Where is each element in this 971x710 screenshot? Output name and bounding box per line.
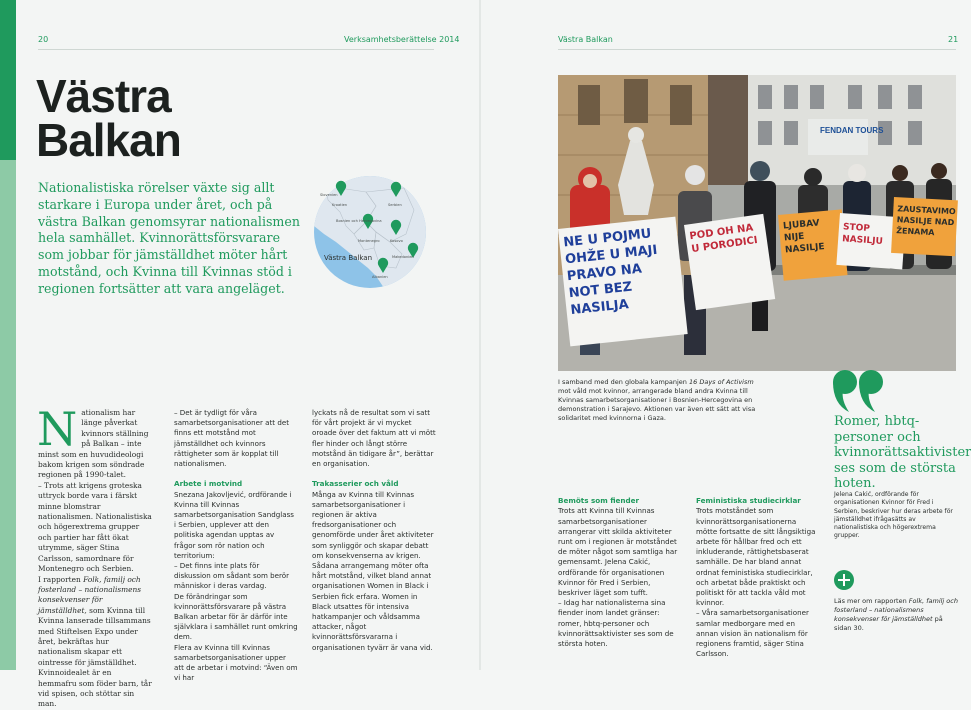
protest-sign: ZAUSTAVIMO NASILJE NAD ŽENAMA (896, 204, 956, 238)
running-section-title: Västra Balkan (558, 35, 613, 44)
page-title-line1: Västra (36, 70, 171, 122)
protest-sign: LJUBAV NIJE NASILJE (782, 218, 825, 256)
paragraph: – Idag har nationalisterna sina fiender inom landet gränser: romer, hbtq-personer och kvinnorättsaktivister ses som de största hoten. (558, 598, 674, 649)
section-color-band-light (0, 160, 16, 670)
body-column-1 (37, 402, 152, 710)
campaign-name: 16 Days of Activism (689, 378, 754, 386)
header-rule-right (558, 49, 956, 50)
paragraph: Snezana Jakovljević, ordförande i Kvinna till Kvinnas samarbetsorganisation Sandglass i Serbien, upplever att den politiska agendan upptas av frågor som rör nation och territorium: (174, 489, 294, 560)
section-color-band (0, 0, 16, 160)
map-country-label: Kosovo (390, 239, 403, 243)
photo-caption: I samband med den globala kampanjen 16 Days of Activism mot våld mot kvinnor, arrangerade bland andra Kvinna till Kvinnas samarbetsorganisationer i Bosnien-Hercegovina en demonstration i Sarajevo. Aktionen var även ett sätt att visa solidaritet med kvinnorna i Gaza. (558, 378, 756, 422)
map-country-label: Albanien (372, 275, 388, 279)
paragraph: – Våra samarbetsorganisationer samlar medborgare med en annan vision än nationalism för regionens framtid, säger Stina Carlsson. (696, 608, 809, 659)
header-rule-left (38, 49, 434, 50)
right-page-number: 21 (948, 35, 959, 44)
paragraph: lyckats nå de resultat som vi satt för vårt projekt är vi mycket oroade över det faktum att vi mött fler hinder och långt större motstånd än tidigare år”, berättar en organisation. (312, 408, 436, 469)
pull-quote: Romer, hbtq-personer och kvinnorättsaktivister ses som de största hoten. (834, 414, 971, 492)
map-country-label: Serbien (388, 203, 402, 207)
left-page-number: 20 (38, 35, 49, 44)
paragraph: Trots motståndet som kvinnorättsorganisationerna mötte fortsatte de sitt långsiktiga arbete för hållbar fred och ett inkluderande, rättighetsbaserat samhälle. De har bland annat ordnat feministiska studiecirklar, och arbetat både praktiskt och politiskt för att tackla våld mot kvinnor. (696, 506, 816, 608)
page-spine (479, 0, 481, 670)
protest-sign: STOP NASILJU (841, 222, 884, 248)
paragraph: – Det finns inte plats för diskussion om sådant som berör människor i deras vardag. (174, 561, 290, 591)
report-title: Folk, familj och fosterland – nationalismens konsekvenser för jämställdhet, (38, 574, 142, 615)
subheading: Bemöts som fiender (558, 496, 640, 505)
paragraph: – Det är tydligt för våra samarbetsorganisationer att det finns ett motstånd mot jämställdhet och kvinnors rättigheter som är kopplat till nationalismen. (174, 408, 289, 469)
map-country-label: Bosnien och Hercegovina (336, 219, 382, 223)
paragraph: Många av Kvinna till Kvinnas samarbetsorganisationer i regionen är aktiva fredsorganisationer och genomförde under året aktiviteter som synliggör och skapar debatt om konsekvenserna av krigen. Sådana arrangemang möter ofta hårt motstånd, vilket bland annat organisationen Women in Black i Serbien fick erfara. Women in Black utsattes för intensiva hatkampanjer och våldsamma attacker, något kvinnorättsförsvararna i organisationen tyvärr är vana vid. (312, 489, 434, 652)
body-column-4 (558, 496, 678, 649)
body-column-5 (696, 496, 818, 659)
page-title-line2: Balkan (36, 114, 181, 166)
body-column-2 (174, 408, 298, 683)
intro-text: Nationalistiska rörelser växte sig allt starkare i Europa under året, och på västra Balkan genomsyrar nationalismen hela samhället. Kvinnorättsförsvarare som jobbar för jämställdhet möter hårt motstånd, och Kvinna till Kvinnas stöd i regionen fortsätter att vara angeläget. (38, 180, 300, 296)
paragraph: I rapporten Folk, familj och fosterland – nationalismens konsekvenser för jämställdhet, som Kvinna till Kvinna lanserade tillsammans med Stiftelsen Expo under året, bekräftas hur nationalism skapar ett ointresse för jämställdhet. Kvinnoidealet är en hemmafru som föder barn, tår vid spisen, och stöttar sin man. (38, 574, 152, 709)
subheading: Arbete i motvind (174, 479, 243, 489)
protest-sign: POD OH NA U PORODICI (688, 222, 759, 256)
paragraph: Trots att Kvinna till Kvinnas samarbetsorganisationer arrangerar vitt skilda aktiviteter runt om i regionen är motståndet de möter något som samtliga har gemensamt. Jelena Cakić, ordförande för organisationen Kvinnor för Fred i Serbien, beskriver läget som tufft. (558, 506, 678, 598)
body-column-3 (312, 408, 436, 653)
page-title (36, 70, 181, 166)
map-country-label: Kroatien (332, 203, 348, 207)
map-label: Västra Balkan (324, 254, 373, 262)
read-more-plus-icon (834, 570, 854, 590)
region-map (306, 176, 434, 288)
storefront-sign: FENDAN TOURS (820, 126, 884, 135)
quotation-mark-icon (831, 368, 887, 414)
map-country-label: Montenegro (358, 239, 380, 243)
paragraph: – Trots att krigens groteska uttryck borde vara i färskt minne blomstrar nationalismen. Nationalistiska och högerextrema grupper och partier har fått ökat utrymme, säger Stina Carlsson, samordnare för Montenegro och Serbien. (38, 480, 152, 574)
read-more-note: Läs mer om rapporten Folk, familj och fosterland – nationalismens konsekvenser för jämställdhet på sidan 30. (834, 597, 958, 632)
demonstration-photo (558, 75, 956, 371)
paragraph: Flera av Kvinna till Kvinnas samarbetsorganisationer upper att de arbetar i motvind: “Även om vi har (174, 642, 298, 683)
drop-cap: N (37, 402, 78, 456)
subheading: Feministiska studiecirklar (696, 496, 801, 505)
report-title: Folk, familj och fosterland – nationalismens konsekvenser för jämställdhet (834, 597, 958, 623)
subheading: Trakasserier och våld (312, 479, 399, 489)
paragraph: De förändringar som kvinnorättsförsvarare på västra Balkan arbetar för är därför inte självklara i samhället runt omkring dem. (174, 591, 298, 642)
pull-quote-attribution: Jelena Cakić, ordförande för organisationen Kvinnor för Fred i Serbien, beskriver hur deras arbete för jämställdhet ifrågasätts av nationalistiska och högerextrema grupper. (834, 491, 953, 540)
protest-sign: NE U POJMU OHŽE U MAJI PRAVO NA NOT BEZ NASILJA (562, 226, 659, 319)
publication-title: Verksamhetsberättelse 2014 (344, 35, 460, 44)
paragraph: ationalism har länge påverkat kvinnors ställning på Balkan – inte minst som en huvudideologi bakom krigen som söndrade regionen på 1990-talet. (38, 408, 149, 480)
map-country-label: Makedonien (392, 255, 414, 259)
map-country-label: Slovenien (320, 193, 338, 197)
